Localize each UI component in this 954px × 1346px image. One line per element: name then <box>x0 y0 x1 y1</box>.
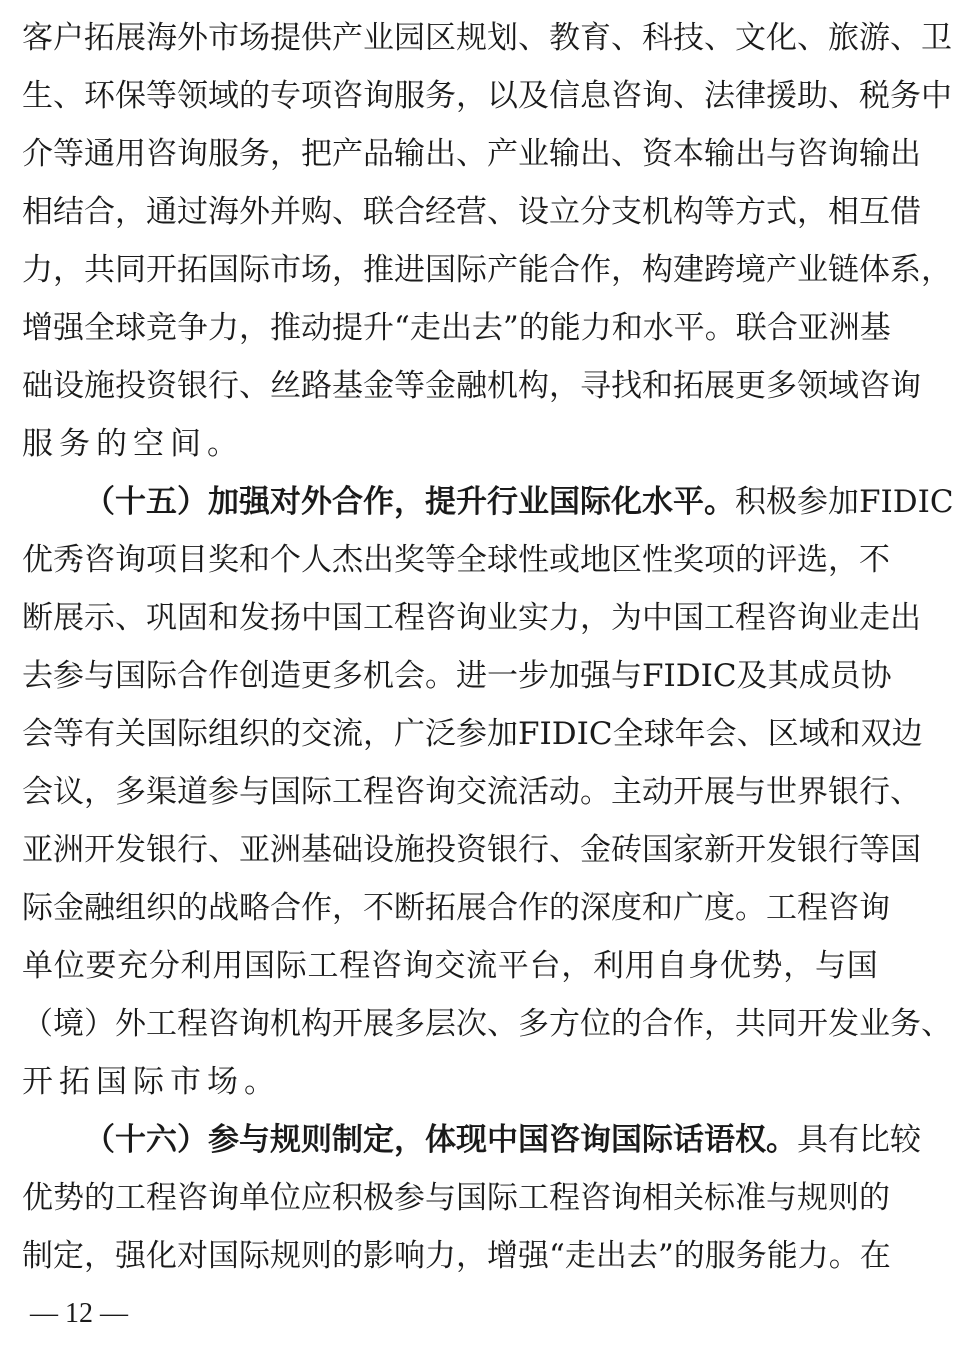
text-run: 积极参加FIDIC <box>735 484 954 520</box>
text-line: 断 展 示 、 巩 固 和 发 扬 中 国 工 程 咨 询 业 实 力 ， 为 中 国 工 程 咨 询 业 走 出 <box>22 600 921 636</box>
text-line: 客 户 拓 展 海 外 市 场 提 供 产 业 园 区 规 划 、 教 育 、 科 技 、 文 化 、 旅 游 、 卫 <box>22 20 952 56</box>
text-line: 制 定 ， 强 化 对 国 际 规 则 的 影 响 力 ， 增 强 “ 走 出 去 ” 的 服 务 能 力 。 在 <box>22 1238 891 1274</box>
section-heading: （十六）参与规则制定，体现中国咨询国际话语权。 <box>84 1122 797 1158</box>
text-line: 力 ， 共 同 开 拓 国 际 市 场 ， 推 进 国 际 产 能 合 作 ， 构 建 跨 境 产 业 链 体 系 ， <box>22 252 952 288</box>
section-heading-line <box>22 479 954 525</box>
text-line: 介 等 通 用 咨 询 服 务 ， 把 产 品 输 出 、 产 业 输 出 、 资 本 输 出 与 咨 询 输 出 <box>22 136 921 172</box>
page-number: — 12 — <box>30 1298 128 1329</box>
text-line: 优 势 的 工 程 咨 询 单 位 应 积 极 参 与 国 际 工 程 咨 询 相 关 标 准 与 规 则 的 <box>22 1180 890 1216</box>
text-line: 去 参 与 国 际 合 作 创 造 更 多 机 会 。 进 一 步 加 强 与 F I D I C 及 其 成 员 协 <box>22 658 892 694</box>
text-line: 服务的空间。 <box>22 426 244 462</box>
text-line: 亚 洲 开 发 银 行 、 亚 洲 基 础 设 施 投 资 银 行 、 金 砖 国 家 新 开 发 银 行 等 国 <box>22 832 921 868</box>
text-line: 会 等 有 关 国 际 组 织 的 交 流 ， 广 泛 参 加 F I D I C 全 球 年 会 、 区 域 和 双 边 <box>22 716 923 752</box>
text-line: 开拓国际市场。 <box>22 1064 281 1100</box>
text-line: 生 、 环 保 等 领 域 的 专 项 咨 询 服 务 ， 以 及 信 息 咨 询 、 法 律 援 助 、 税 务 中 <box>22 78 952 114</box>
text-line: 增 强 全 球 竞 争 力 ， 推 动 提 升 “ 走 出 去 ” 的 能 力 和 水 平 。 联 合 亚 洲 基 <box>22 310 891 346</box>
text-line: 优 秀 咨 询 项 目 奖 和 个 人 杰 出 奖 等 全 球 性 或 地 区 性 奖 项 的 评 选 ， 不 <box>22 542 890 578</box>
text-run: 具有比较 <box>797 1122 921 1158</box>
section-heading-line <box>22 1117 921 1163</box>
text-line: 础 设 施 投 资 银 行 、 丝 路 基 金 等 金 融 机 构 ， 寻 找 和 拓 展 更 多 领 域 咨 询 <box>22 368 921 404</box>
text-line: 际 金 融 组 织 的 战 略 合 作 ， 不 断 拓 展 合 作 的 深 度 和 广 度 。 工 程 咨 询 <box>22 890 890 926</box>
text-line: 相 结 合 ， 通 过 海 外 并 购 、 联 合 经 营 、 设 立 分 支 机 构 等 方 式 ， 相 互 借 <box>22 194 921 230</box>
text-line: 单 位 要 充 分 利 用 国 际 工 程 咨 询 交 流 平 台 ， 利 用 自 身 优 势 ， 与 国 <box>22 948 878 984</box>
text-line: （ 境 ） 外 工 程 咨 询 机 构 开 展 多 层 次 、 多 方 位 的 合 作 ， 共 同 开 发 业 务 、 <box>22 1006 952 1042</box>
section-heading: （十五）加强对外合作，提升行业国际化水平。 <box>84 484 735 520</box>
text-line: 会 议 ， 多 渠 道 参 与 国 际 工 程 咨 询 交 流 活 动 。 主 动 开 展 与 世 界 银 行 、 <box>22 774 921 810</box>
